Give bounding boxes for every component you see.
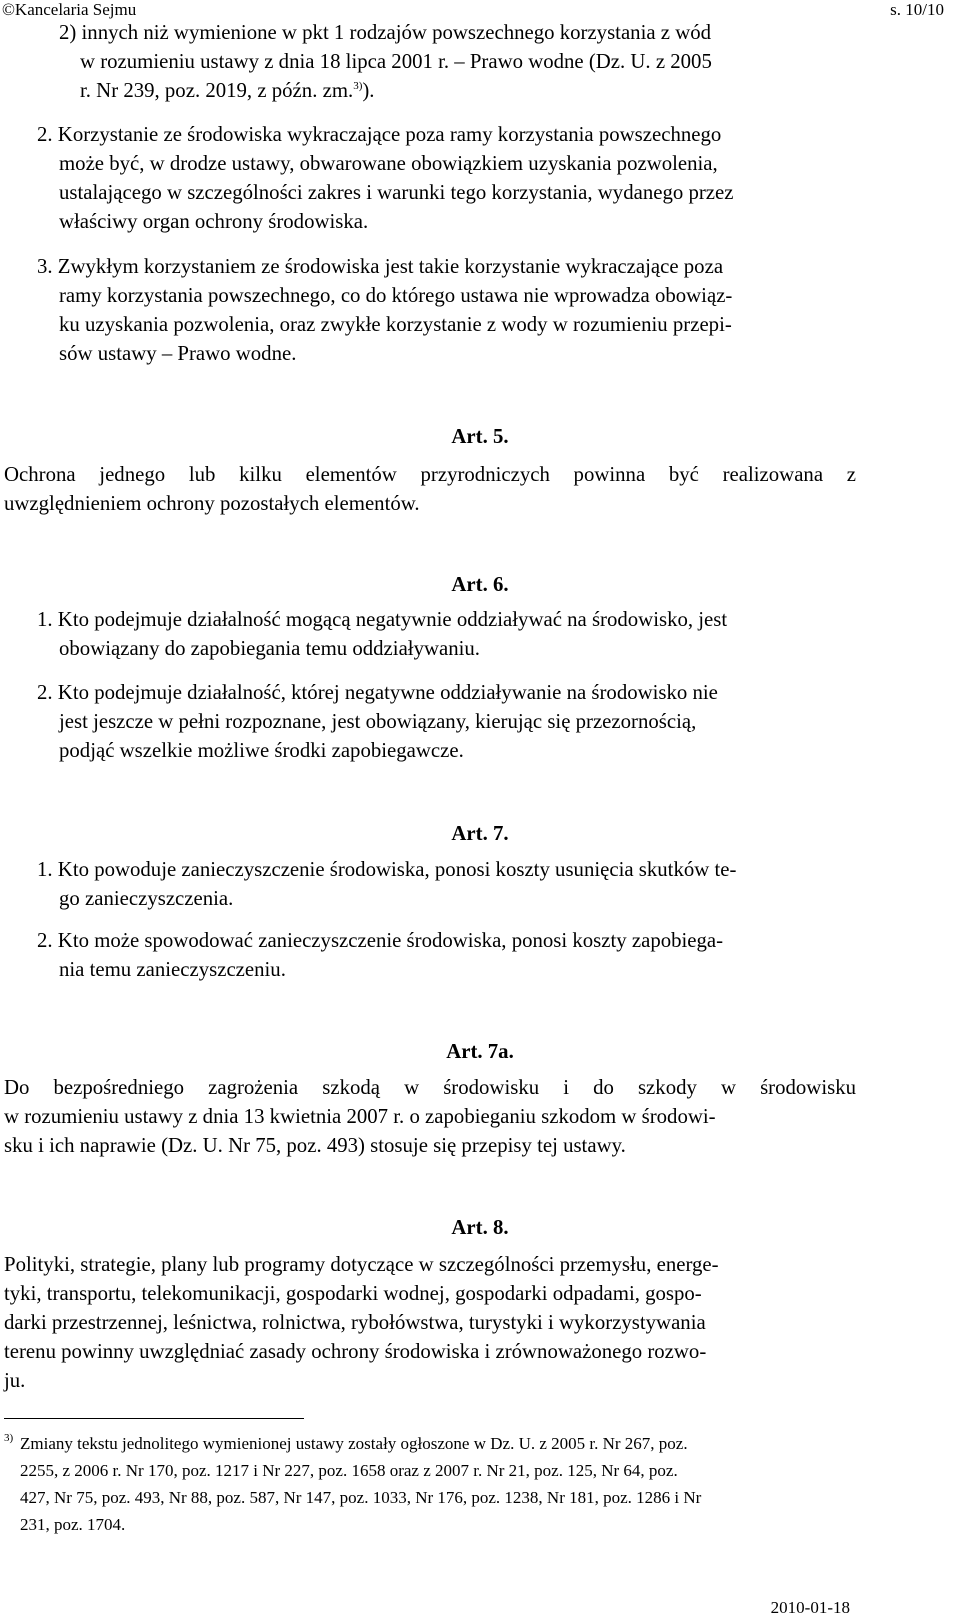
page-number: s. 10/10 — [890, 0, 944, 19]
text-line: go zanieczyszczenia. — [59, 887, 234, 910]
text-line: sku i ich naprawie (Dz. U. Nr 75, poz. 493) stosuje się przepisy tej ustawy. — [4, 1134, 626, 1157]
text-line: tyki, transportu, telekomunikacji, gospodarki wodnej, gospodarki odpadami, gospo- — [4, 1282, 702, 1305]
text-line: jest jeszcze w pełni rozpoznane, jest obowiązany, kierując się przezornością, — [59, 710, 697, 733]
document-date: 2010-01-18 — [770, 1598, 850, 1617]
text-line: 1. Kto podejmuje działalność mogącą negatywnie oddziaływać na środowisko, jest — [37, 608, 728, 631]
article-heading: Art. 8. — [451, 1216, 509, 1239]
text-line: w rozumieniu ustawy z dnia 18 lipca 2001 r. – Prawo wodne (Dz. U. z 2005 — [80, 50, 712, 73]
text-line: ku uzyskania pozwolenia, oraz zwykłe korzystanie z wody w rozumieniu przepi- — [59, 313, 732, 336]
text-line: ustalającego w szczególności zakres i warunki tego korzystania, wydanego przez — [59, 181, 734, 204]
header-source: ©Kancelaria Sejmu — [2, 0, 137, 19]
text-line: 2. Korzystanie ze środowiska wykraczające poza ramy korzystania powszechnego — [37, 123, 722, 146]
article-heading: Art. 5. — [451, 425, 509, 448]
text-line: Do bezpośredniego zagrożenia szkodą w środowisku i do szkody w środowisku — [4, 1076, 856, 1099]
footnote-separator — [4, 1418, 304, 1419]
text-line: w rozumieniu ustawy z dnia 13 kwietnia 2007 r. o zapobieganiu szkodom w środowi- — [4, 1105, 716, 1128]
text-line: sów ustawy – Prawo wodne. — [59, 342, 297, 365]
text-line: r. Nr 239, poz. 2019, z późn. zm.$^{3)}$). — [80, 79, 375, 102]
text-line: 2. Kto podejmuje działalność, której negatywne oddziaływanie na środowisko nie — [37, 681, 718, 704]
text-line: 2. Kto może spowodować zanieczyszczenie środowiska, ponosi koszty zapobiega- — [37, 929, 724, 952]
text-line: właściwy organ ochrony środowiska. — [59, 210, 369, 233]
text-line: darki przestrzennej, leśnictwa, rolnictwa, rybołówstwa, turystyki i wykorzystywania — [4, 1311, 706, 1334]
text-line: uwzględnieniem ochrony pozostałych elementów. — [4, 492, 420, 515]
text-line: 2) innych niż wymienione w pkt 1 rodzajów powszechnego korzystania z wód — [59, 21, 712, 44]
text-line: 3. Zwykłym korzystaniem ze środowiska jest takie korzystanie wykraczające poza — [37, 255, 724, 278]
text-line: może być, w drodze ustawy, obwarowane obowiązkiem uzyskania pozwolenia, — [59, 152, 718, 175]
text-line: 1. Kto powoduje zanieczyszczenie środowiska, ponosi koszty usunięcia skutków te- — [37, 858, 737, 881]
footnote-line: 427, Nr 75, poz. 493, Nr 88, poz. 587, Nr 147, poz. 1033, Nr 176, poz. 1238, Nr 181, poz. 1286 i Nr — [20, 1488, 702, 1507]
article-heading: Art. 7. — [451, 822, 509, 845]
footnote-ref[interactable]: 3) — [353, 80, 363, 93]
text-line: terenu powinny uwzględniać zasady ochrony środowiska i zrównoważonego rozwo- — [4, 1340, 707, 1363]
footnote-line: 231, poz. 1704. — [20, 1515, 126, 1534]
article-heading: Art. 7a. — [446, 1040, 514, 1063]
text-line: Polityki, strategie, plany lub programy dotyczące w szczególności przemysłu, energe- — [4, 1253, 719, 1276]
text-line: ju. — [4, 1369, 26, 1392]
text-line: ramy korzystania powszechnego, co do którego ustawa nie wprowadza obowiąz- — [59, 284, 733, 307]
text-line: Ochrona jednego lub kilku elementów przyrodniczych powinna być realizowana z — [4, 463, 856, 486]
text-line: podjąć wszelkie możliwe środki zapobiegawcze. — [59, 739, 464, 762]
text-line: nia temu zanieczyszczeniu. — [59, 958, 286, 981]
article-heading: Art. 6. — [451, 573, 509, 596]
footnote-line: Zmiany tekstu jednolitego wymienionej ustawy zostały ogłoszone w Dz. U. z 2005 r. Nr 267, poz. — [20, 1434, 688, 1453]
text-line: obowiązany do zapobiegania temu oddziaływaniu. — [59, 637, 480, 660]
footnote-line: 2255, z 2006 r. Nr 170, poz. 1217 i Nr 227, poz. 1658 oraz z 2007 r. Nr 21, poz. 125, Nr 64, poz. — [20, 1461, 678, 1480]
